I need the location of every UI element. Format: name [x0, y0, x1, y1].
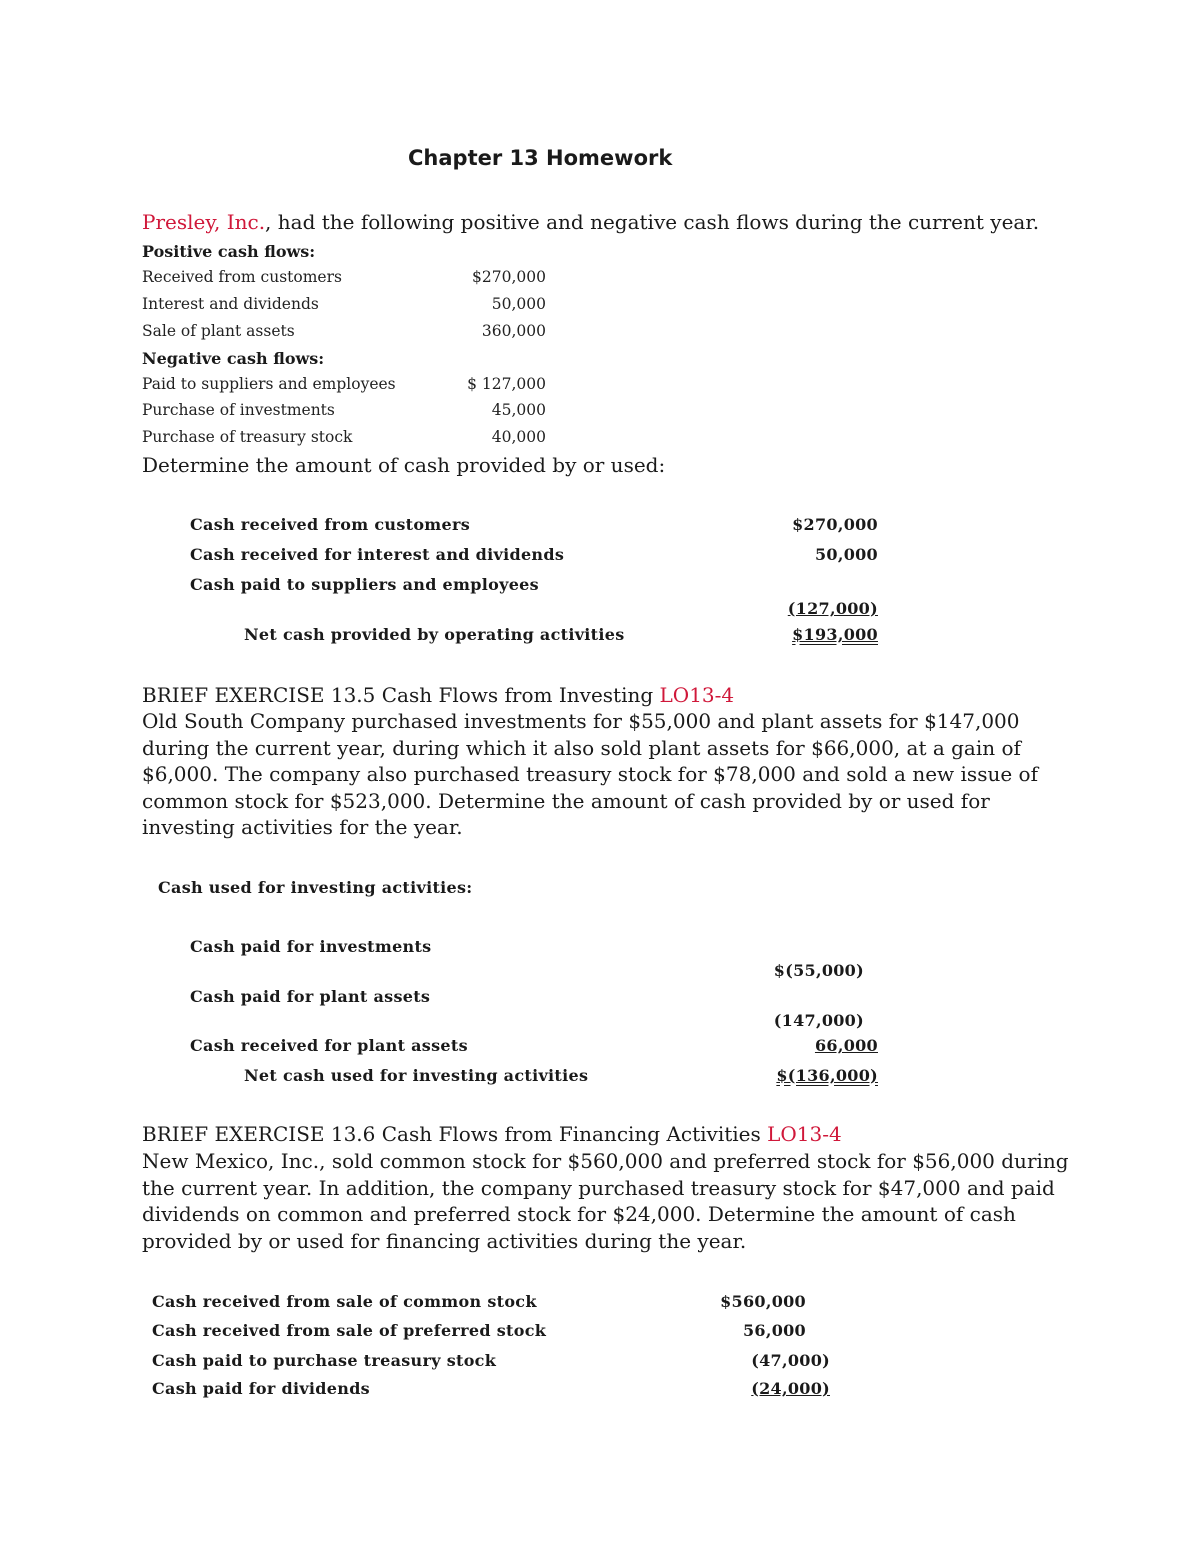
page-title: Chapter 13 Homework [408, 146, 673, 170]
negative-label-1: Purchase of investments [142, 401, 335, 419]
ex1-company: Presley, Inc. [142, 210, 266, 234]
positive-label-1: Interest and dividends [142, 295, 319, 313]
ex3-heading [142, 1122, 842, 1146]
ex1-intro [142, 210, 1039, 234]
ex2-lo: LO13-4 [659, 683, 735, 707]
ex2-answer-label-2: Cash received for plant assets [190, 1036, 468, 1055]
ex1-answer-amount-0: $270,000 [792, 515, 878, 534]
ex2-answer-amount-2: 66,000 [814, 1036, 878, 1055]
negative-amount-0: $ 127,000 [467, 375, 546, 393]
ex3-answer-label-0: Cash received from sale of common stock [152, 1292, 537, 1311]
ex1-total-label: Net cash provided by operating activities [244, 625, 625, 644]
ex3-body: New Mexico, Inc., sold common stock for $560,000 and preferred stock for $56,000 during the current year. In addition, the company purchased treasury stock for $47,000 and paid dividends on common and preferred stock for $24,000. Determine the amount of cash provided by or used for financing activities during the year. [142, 1149, 1069, 1253]
positive-amount-2: 360,000 [481, 322, 546, 340]
ex3-answer-label-3: Cash paid for dividends [152, 1379, 370, 1398]
ex3-answer-amount-3: (24,000) [751, 1379, 830, 1398]
negative-amount-1: 45,000 [491, 401, 546, 419]
ex3-heading-bold: BRIEF EXERCISE 13.6 [142, 1122, 376, 1146]
ex2-answer-label-1: Cash paid for plant assets [190, 987, 431, 1006]
ex1-answer-label-2: Cash paid to suppliers and employees [190, 575, 539, 594]
negative-label-0: Paid to suppliers and employees [142, 375, 396, 393]
positive-heading: Positive cash flows: [142, 242, 316, 261]
ex2-heading-bold: BRIEF EXERCISE 13.5 [142, 683, 376, 707]
ex3-answer-amount-1: 56,000 [742, 1321, 806, 1340]
ex2-total-label: Net cash used for investing activities [244, 1066, 589, 1085]
ex1-question: Determine the amount of cash provided by or used: [142, 453, 666, 477]
ex3-answer-amount-0: $560,000 [720, 1292, 806, 1311]
ex1-total-amount: $193,000 [792, 625, 878, 644]
positive-label-2: Sale of plant assets [142, 322, 295, 340]
ex1-answer-amount-1: 50,000 [814, 545, 878, 564]
negative-heading: Negative cash flows: [142, 349, 325, 368]
ex3-heading-text: Cash Flows from Financing Activities [375, 1122, 768, 1146]
ex2-total-amount: $(136,000) [776, 1066, 878, 1085]
ex1-answer-amount-2: (127,000) [787, 599, 878, 618]
positive-amount-1: 50,000 [491, 295, 546, 313]
ex1-answer-label-1: Cash received for interest and dividends [190, 545, 565, 564]
ex2-answer-label-0: Cash paid for investments [190, 937, 432, 956]
ex2-heading-text: Cash Flows from Investing [375, 683, 660, 707]
negative-amount-2: 40,000 [491, 428, 546, 446]
ex1-answer-label-0: Cash received from customers [190, 515, 471, 534]
ex3-lo: LO13-4 [767, 1122, 842, 1146]
ex1-intro-text: , had the following positive and negative cash flows during the current year. [265, 210, 1040, 234]
positive-amount-0: $270,000 [472, 268, 546, 286]
ex3-answer-label-1: Cash received from sale of preferred stock [152, 1321, 547, 1340]
ex2-answer-amount-1: (147,000) [773, 1011, 864, 1030]
ex2-section-label: Cash used for investing activities: [158, 878, 473, 897]
ex2-body: Old South Company purchased investments for $55,000 and plant assets for $147,000 during the current year, during which it also sold plant assets for $66,000, at a gain of $6,000. The company also purchased treasury stock for $78,000 and sold a new issue of common stock for $523,000. Determine the amount of cash provided by or used for investing activities for the year. [142, 709, 1038, 839]
ex3-answer-amount-2: (47,000) [751, 1351, 830, 1370]
ex2-heading [142, 683, 734, 707]
ex3-answer-label-2: Cash paid to purchase treasury stock [152, 1351, 497, 1370]
ex2-answer-amount-0: $(55,000) [773, 961, 864, 980]
negative-label-2: Purchase of treasury stock [142, 428, 353, 446]
positive-label-0: Received from customers [142, 268, 342, 286]
